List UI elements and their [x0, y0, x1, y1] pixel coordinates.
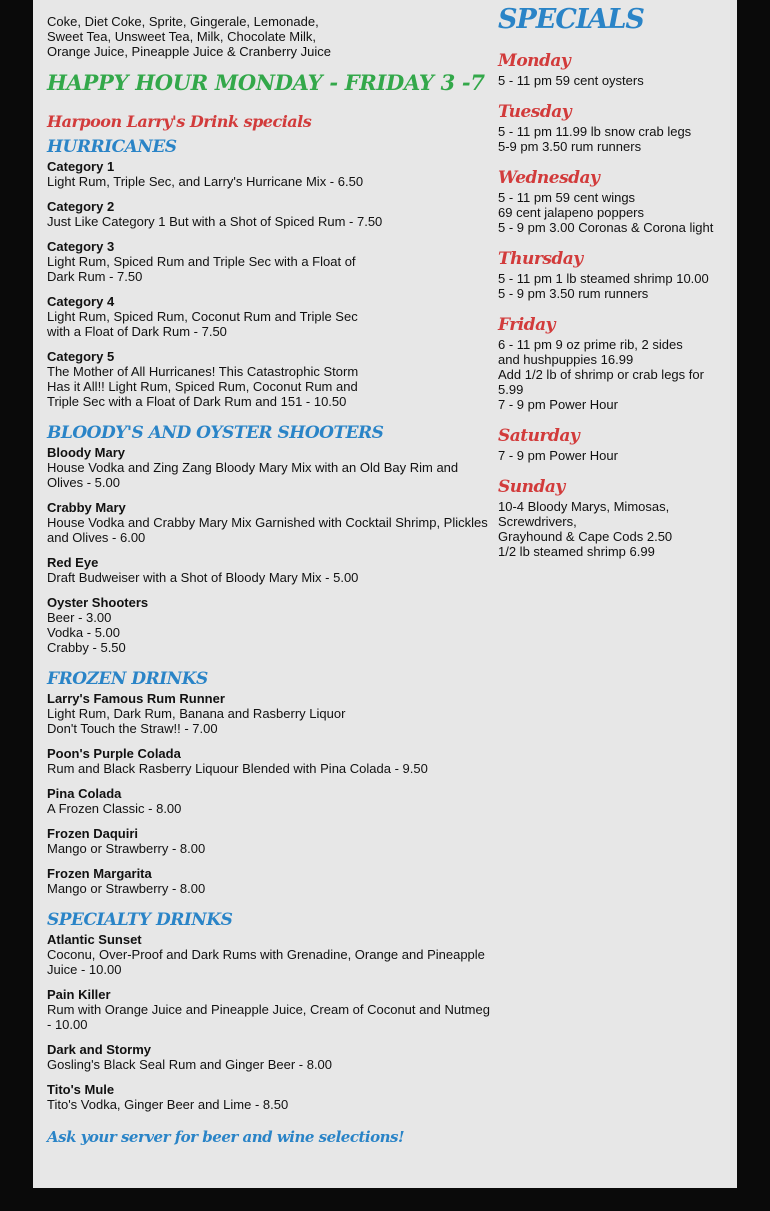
special-line: 5 - 9 pm 3.50 rum runners [498, 286, 649, 301]
item-description: A Frozen Classic - 8.00 [47, 801, 182, 816]
menu-item [47, 159, 363, 189]
item-description: and Olives - 6.00 [47, 530, 146, 545]
bloodys-heading: BLOODY'S AND OYSTER SHOOTERS [47, 423, 384, 443]
day-heading: Saturday [498, 426, 580, 446]
item-description: Dark Rum - 7.50 [47, 269, 143, 284]
item-description: - 10.00 [47, 1017, 88, 1032]
item-description: Tito's Vodka, Ginger Beer and Lime - 8.50 [47, 1097, 289, 1112]
menu-item [47, 866, 205, 896]
item-name: Oyster Shooters [47, 595, 149, 610]
menu-item [47, 445, 458, 490]
day-special [498, 425, 618, 463]
menu-item [47, 691, 345, 736]
special-line: 5 - 11 pm 59 cent oysters [498, 73, 644, 88]
item-description: Triple Sec with a Float of Dark Rum and 151 - 10.50 [47, 394, 347, 409]
drink-specials-heading: Harpoon Larry's Drink specials [47, 112, 312, 131]
item-name: Category 3 [47, 239, 115, 254]
menu-panel [33, 0, 737, 1188]
day-heading: Sunday [498, 477, 565, 497]
item-description: The Mother of All Hurricanes! This Catastrophic Storm [47, 364, 359, 379]
item-name: Category 1 [47, 159, 115, 174]
menu-item [47, 555, 358, 585]
item-name: Tito's Mule [47, 1082, 115, 1097]
soft-drinks-line: Orange Juice, Pineapple Juice & Cranberry Juice [47, 44, 331, 59]
special-line: 5 - 9 pm 3.00 Coronas & Corona light [498, 220, 714, 235]
menu-item [47, 987, 490, 1032]
menu-item [47, 239, 356, 284]
specials-heading: SPECIALS [498, 4, 644, 35]
soft-drinks-line: Coke, Diet Coke, Sprite, Gingerale, Lemonade, [47, 14, 319, 29]
special-line: and hushpuppies 16.99 [498, 352, 634, 367]
day-special [498, 314, 704, 412]
item-name: Category 2 [47, 199, 115, 214]
item-description: Light Rum, Spiced Rum, Coconut Rum and Triple Sec [47, 309, 358, 324]
day-special [498, 50, 644, 88]
menu-item [47, 826, 205, 856]
special-line: 10-4 Bloody Marys, Mimosas, [498, 499, 670, 514]
hurricanes-heading: HURRICANES [47, 137, 177, 157]
soft-drinks-line: Sweet Tea, Unsweet Tea, Milk, Chocolate Milk, [47, 29, 317, 44]
day-heading: Tuesday [498, 102, 572, 122]
item-description: Juice - 10.00 [47, 962, 122, 977]
item-description: Has it All!! Light Rum, Spiced Rum, Coconut Rum and [47, 379, 358, 394]
special-line: 5.99 [498, 382, 524, 397]
special-line: 5 - 11 pm 11.99 lb snow crab legs [498, 124, 692, 139]
item-name: Crabby Mary [47, 500, 126, 515]
menu-item [47, 746, 428, 776]
item-description: Mango or Strawberry - 8.00 [47, 881, 206, 896]
item-description: House Vodka and Zing Zang Bloody Mary Mix with an Old Bay Rim and [47, 460, 459, 475]
item-description: Light Rum, Dark Rum, Banana and Rasberry Liquor [47, 706, 346, 721]
day-heading: Thursday [498, 249, 583, 269]
item-description: Just Like Category 1 But with a Shot of Spiced Rum - 7.50 [47, 214, 383, 229]
menu-item [47, 349, 358, 409]
item-name: Frozen Margarita [47, 866, 152, 881]
special-line: Screwdrivers, [498, 514, 577, 529]
special-line: 6 - 11 pm 9 oz prime rib, 2 sides [498, 337, 683, 352]
item-name: Pain Killer [47, 987, 111, 1002]
item-description: Gosling's Black Seal Rum and Ginger Beer - 8.00 [47, 1057, 333, 1072]
item-description: with a Float of Dark Rum - 7.50 [47, 324, 227, 339]
frozen-drinks-heading: FROZEN DRINKS [47, 669, 208, 689]
item-name: Bloody Mary [47, 445, 126, 460]
day-special [498, 167, 713, 235]
special-line: 1/2 lb steamed shrimp 6.99 [498, 544, 655, 559]
item-description: Draft Budweiser with a Shot of Bloody Mary Mix - 5.00 [47, 570, 359, 585]
special-line: 5 - 11 pm 1 lb steamed shrimp 10.00 [498, 271, 709, 286]
item-description: Olives - 5.00 [47, 475, 120, 490]
menu-item [47, 595, 148, 655]
day-heading: Monday [498, 51, 571, 71]
day-heading: Wednesday [498, 168, 600, 188]
special-line: 5 - 11 pm 59 cent wings [498, 190, 636, 205]
happy-hour-heading: HAPPY HOUR MONDAY - FRIDAY 3 -7 [47, 70, 485, 95]
item-description: Light Rum, Triple Sec, and Larry's Hurricane Mix - 6.50 [47, 174, 364, 189]
special-line: 69 cent jalapeno poppers [498, 205, 645, 220]
item-description: Crabby - 5.50 [47, 640, 126, 655]
beer-wine-note: Ask your server for beer and wine selections! [47, 1128, 405, 1146]
item-name: Dark and Stormy [47, 1042, 152, 1057]
menu-item [47, 199, 382, 229]
special-line: Grayhound & Cape Cods 2.50 [498, 529, 673, 544]
menu-item [47, 1042, 332, 1072]
menu-item [47, 294, 358, 339]
item-description: House Vodka and Crabby Mary Mix Garnished with Cocktail Shrimp, Plickles [47, 515, 488, 530]
item-name: Atlantic Sunset [47, 932, 142, 947]
item-description: Don't Touch the Straw!! - 7.00 [47, 721, 218, 736]
menu-item [47, 500, 488, 545]
special-line: 7 - 9 pm Power Hour [498, 397, 618, 412]
item-name: Poon's Purple Colada [47, 746, 181, 761]
day-special [498, 476, 672, 559]
item-name: Pina Colada [47, 786, 122, 801]
item-description: Rum and Black Rasberry Liquour Blended with Pina Colada - 9.50 [47, 761, 428, 776]
special-line: Add 1/2 lb of shrimp or crab legs for [498, 367, 704, 382]
item-description: Mango or Strawberry - 8.00 [47, 841, 206, 856]
day-special [498, 248, 709, 301]
item-description: Light Rum, Spiced Rum and Triple Sec with a Float of [47, 254, 356, 269]
day-special [498, 101, 691, 154]
item-name: Larry's Famous Rum Runner [47, 691, 225, 706]
menu-item [47, 1082, 288, 1112]
item-description: Coconu, Over-Proof and Dark Rums with Grenadine, Orange and Pineapple [47, 947, 485, 962]
specialty-drinks-heading: SPECIALTY DRINKS [47, 910, 233, 930]
item-description: Vodka - 5.00 [47, 625, 120, 640]
item-name: Red Eye [47, 555, 99, 570]
menu-item [47, 786, 181, 816]
special-line: 5-9 pm 3.50 rum runners [498, 139, 642, 154]
menu-item [47, 932, 485, 977]
item-name: Category 5 [47, 349, 115, 364]
soft-drinks-list [47, 14, 331, 59]
item-name: Category 4 [47, 294, 115, 309]
special-line: 7 - 9 pm Power Hour [498, 448, 618, 463]
day-heading: Friday [498, 315, 555, 335]
item-description: Rum with Orange Juice and Pineapple Juice, Cream of Coconut and Nutmeg [47, 1002, 490, 1017]
item-description: Beer - 3.00 [47, 610, 112, 625]
item-name: Frozen Daquiri [47, 826, 139, 841]
